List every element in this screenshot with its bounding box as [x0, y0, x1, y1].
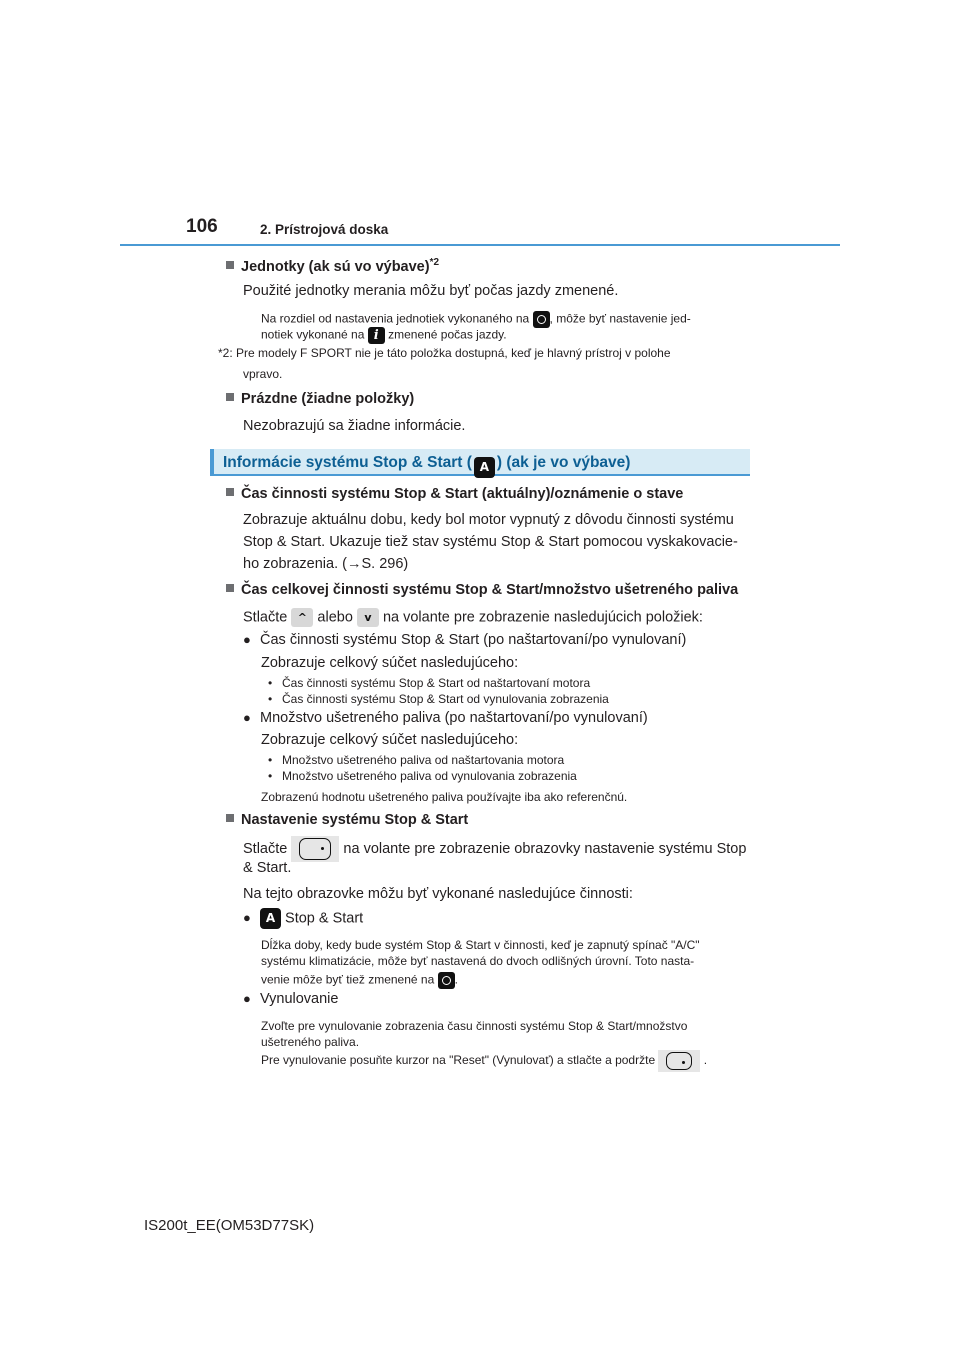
units-note-line2: notiek vykonané na i zmenené počas jazdy.: [261, 327, 507, 343]
arrow-up-key-icon: ^: [291, 608, 313, 627]
display-button-icon: [299, 838, 331, 860]
section-title-bar: Informácie systému Stop & Start ( A ) (ak je vo výbave): [210, 449, 750, 476]
settings-item1-note2: systému klimatizácie, môže byť nastavená do dvoch odlišných úrovní. Toto nasta-: [261, 954, 695, 968]
circle-bullet-icon: ●: [243, 910, 251, 926]
circle-bullet-icon: ●: [243, 991, 251, 1006]
stop-start-icon: A: [260, 908, 281, 929]
total-item1-sub: Zobrazuje celkový súčet nasledujúceho:: [261, 655, 519, 671]
empty-body: Nezobrazujú sa žiadne informácie.: [243, 418, 466, 434]
page-number: 106: [186, 216, 218, 237]
footnote-line2: vpravo.: [243, 367, 283, 381]
stop-start-icon: A: [474, 457, 495, 478]
square-bullet-icon: [226, 261, 234, 269]
settings-gear-icon: [533, 311, 550, 328]
settings-item1-note1: Dĺžka doby, kedy bude systém Stop & Start v činnosti, keď je zapnutý spínač "A/C": [261, 938, 700, 952]
settings-item2-note2: ušetreného paliva.: [261, 1035, 360, 1049]
units-body: Použité jednotky merania môžu byť počas jazdy zmenené.: [243, 283, 619, 299]
total-heading: Čas celkovej činnosti systému Stop & Start/množstvo ušetreného paliva: [226, 582, 738, 598]
display-button-icon: [666, 1052, 692, 1070]
footnote-ref: *2: [429, 257, 440, 268]
circle-bullet-icon: ●: [243, 710, 251, 725]
total-item1: ● Čas činnosti systému Stop & Start (po naštartovaní/po vynulovaní): [243, 632, 687, 648]
info-icon: i: [368, 327, 385, 344]
square-bullet-icon: [226, 488, 234, 496]
settings-press-line: Stlačte na volante pre zobrazenie obrazovky nastavenie systému Stop: [243, 836, 746, 862]
total-item2-bullet2: • Množstvo ušetreného paliva od vynulovania zobrazenia: [268, 769, 577, 783]
footnote-line1: *2: Pre modely F SPORT nie je táto položka dostupná, keď je hlavný prístroj v polohe: [218, 346, 671, 360]
arrow-down-key-icon: v: [357, 608, 379, 627]
footer-code: IS200t_EE(OM53D77SK): [144, 1217, 315, 1234]
settings-item2-note3: Pre vynulovanie posuňte kurzor na "Reset" (Vynulovať) a stlačte a podržte .: [261, 1050, 707, 1072]
settings-press-line2: & Start.: [243, 860, 292, 876]
units-heading: Jednotky (ak sú vo výbave)$^{*2}$: [226, 257, 439, 275]
footnote-mark: *2:: [218, 346, 233, 360]
settings-item1-note3: venie môže byť tiež zmenené na .: [261, 972, 458, 989]
current-heading: Čas činnosti systému Stop & Start (aktuálny)/oznámenie o stave: [226, 486, 683, 502]
chapter-title: 2. Prístrojová doska: [260, 222, 389, 237]
total-item2: ● Množstvo ušetreného paliva (po naštartovaní/po vynulovaní): [243, 710, 648, 726]
settings-item2: ● Vynulovanie: [243, 991, 339, 1007]
current-line1: Zobrazuje aktuálnu dobu, kedy bol motor vypnutý z dôvodu činnosti systému: [243, 512, 734, 528]
settings-item1: ● A Stop & Start: [243, 908, 363, 929]
units-note-line1: Na rozdiel od nastavenia jednotiek vykonaného na , môže byť nastavenie jed-: [261, 311, 691, 328]
total-note: Zobrazenú hodnotu ušetreného paliva používajte iba ako referenčnú.: [261, 790, 628, 804]
total-item1-bullet1: • Čas činnosti systému Stop & Start od naštartovaní motora: [268, 676, 591, 690]
total-item2-sub: Zobrazuje celkový súčet nasledujúceho:: [261, 732, 519, 748]
settings-item2-note1: Zvoľte pre vynulovanie zobrazenia času činnosti systému Stop & Start/množstvo: [261, 1019, 688, 1033]
empty-heading: Prázdne (žiadne položky): [226, 391, 414, 407]
settings-heading: Nastavenie systému Stop & Start: [226, 812, 468, 828]
current-line3: ho zobrazenia. (→S. 296): [243, 556, 409, 572]
square-bullet-icon: [226, 584, 234, 592]
current-line2: Stop & Start. Ukazuje tiež stav systému Stop & Start pomocou vyskakovacie-: [243, 534, 738, 550]
settings-gear-icon: [438, 972, 455, 989]
header-rule: [120, 244, 840, 246]
total-press-line: Stlačte ^ alebo v na volante pre zobrazenie nasledujúcich položiek:: [243, 609, 703, 626]
total-item2-bullet1: • Množstvo ušetreného paliva od naštartovania motora: [268, 753, 565, 767]
square-bullet-icon: [226, 393, 234, 401]
settings-ops: Na tejto obrazovke môžu byť vykonané nasledujúce činnosti:: [243, 886, 633, 902]
total-item1-bullet2: • Čas činnosti systému Stop & Start od vynulovania zobrazenia: [268, 692, 609, 706]
circle-bullet-icon: ●: [243, 632, 251, 647]
square-bullet-icon: [226, 814, 234, 822]
